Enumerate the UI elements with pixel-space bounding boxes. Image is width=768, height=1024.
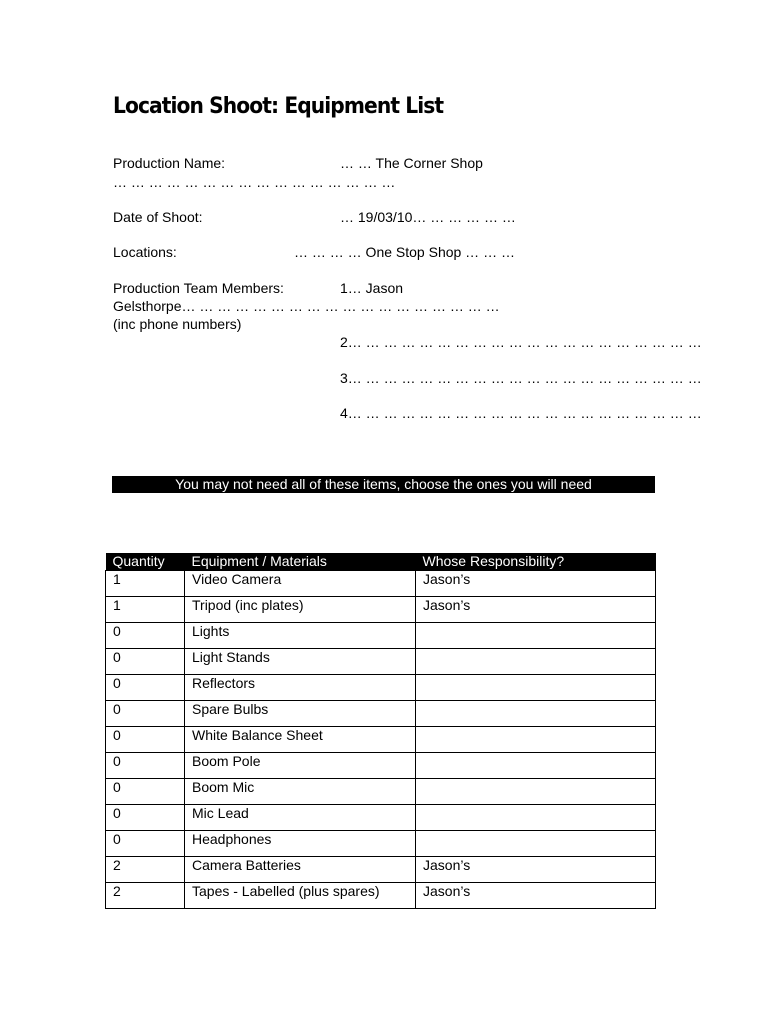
equipment-cell: Tapes - Labelled (plus spares) — [185, 883, 416, 909]
phone-numbers-note: (inc phone numbers) — [113, 316, 242, 332]
team-member-1: 1… Jason — [340, 280, 404, 296]
locations-value: … … … … One Stop Shop … … … — [294, 244, 515, 260]
equipment-table — [105, 553, 656, 909]
team-member-4: 4… … … … … … … … … … … … … … … … … … … … — [340, 405, 702, 421]
table-row — [106, 649, 656, 675]
equipment-cell: Tripod (inc plates) — [185, 597, 416, 623]
responsibility-cell — [416, 649, 656, 675]
quantity-cell: 0 — [106, 831, 185, 857]
equipment-cell: White Balance Sheet — [185, 727, 416, 753]
table-row — [106, 623, 656, 649]
table-row — [106, 727, 656, 753]
responsibility-cell: Jason’s — [416, 857, 656, 883]
responsibility-cell — [416, 701, 656, 727]
table-row — [106, 597, 656, 623]
quantity-cell: 1 — [106, 571, 185, 597]
quantity-cell: 0 — [106, 753, 185, 779]
responsibility-cell: Jason’s — [416, 571, 656, 597]
page-title: Location Shoot: Equipment List — [113, 94, 444, 119]
header-responsibility: Whose Responsibility? — [416, 553, 656, 571]
date-of-shoot-value: … 19/03/10… … … … … … — [340, 209, 516, 225]
header-quantity: Quantity — [106, 553, 185, 571]
quantity-cell: 1 — [106, 597, 185, 623]
responsibility-cell — [416, 675, 656, 701]
quantity-cell: 2 — [106, 857, 185, 883]
instruction-banner: You may not need all of these items, choose the ones you will need — [112, 476, 655, 493]
table-row — [106, 701, 656, 727]
header-equipment: Equipment / Materials — [185, 553, 416, 571]
equipment-cell: Light Stands — [185, 649, 416, 675]
team-members-label: Production Team Members: — [113, 280, 284, 296]
team-member-2: 2… … … … … … … … … … … … … … … … … … … … — [340, 334, 702, 350]
table-row — [106, 675, 656, 701]
equipment-cell: Boom Mic — [185, 779, 416, 805]
quantity-cell: 0 — [106, 727, 185, 753]
responsibility-cell — [416, 753, 656, 779]
team-member-3: 3… … … … … … … … … … … … … … … … … … … … — [340, 370, 702, 386]
equipment-cell: Reflectors — [185, 675, 416, 701]
production-name-value: … … The Corner Shop — [340, 155, 483, 171]
table-row — [106, 805, 656, 831]
table-row — [106, 831, 656, 857]
table-row — [106, 571, 656, 597]
equipment-cell: Headphones — [185, 831, 416, 857]
quantity-cell: 0 — [106, 701, 185, 727]
locations-label: Locations: — [113, 244, 177, 260]
equipment-cell: Mic Lead — [185, 805, 416, 831]
quantity-cell: 0 — [106, 805, 185, 831]
team-member-1-continuation: Gelsthorpe… … … … … … … … … … … … … … … … … … — [113, 298, 500, 314]
production-name-continuation: … … … … … … … … … … … … … … … … — [113, 174, 396, 190]
quantity-cell: 2 — [106, 883, 185, 909]
responsibility-cell — [416, 805, 656, 831]
date-of-shoot-label: Date of Shoot: — [113, 209, 203, 225]
quantity-cell: 0 — [106, 675, 185, 701]
responsibility-cell: Jason’s — [416, 597, 656, 623]
table-row — [106, 883, 656, 909]
equipment-cell: Spare Bulbs — [185, 701, 416, 727]
responsibility-cell: Jason’s — [416, 883, 656, 909]
equipment-cell: Lights — [185, 623, 416, 649]
responsibility-cell — [416, 727, 656, 753]
responsibility-cell — [416, 623, 656, 649]
quantity-cell: 0 — [106, 623, 185, 649]
responsibility-cell — [416, 779, 656, 805]
equipment-cell: Boom Pole — [185, 753, 416, 779]
responsibility-cell — [416, 831, 656, 857]
quantity-cell: 0 — [106, 649, 185, 675]
table-row — [106, 779, 656, 805]
production-name-label: Production Name: — [113, 155, 226, 171]
equipment-cell: Camera Batteries — [185, 857, 416, 883]
table-row — [106, 753, 656, 779]
table-header-row — [106, 553, 656, 571]
equipment-cell: Video Camera — [185, 571, 416, 597]
table-row — [106, 857, 656, 883]
quantity-cell: 0 — [106, 779, 185, 805]
